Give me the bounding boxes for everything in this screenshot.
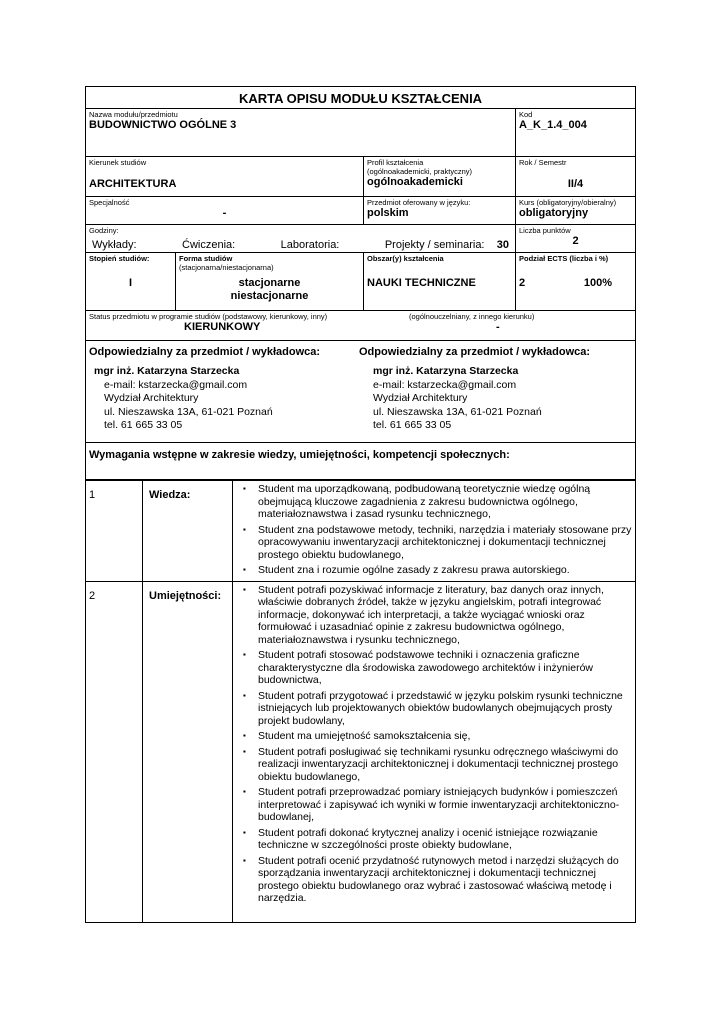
ects-split-label: Podział ECTS (liczba i %) <box>519 254 609 263</box>
status-cell <box>86 311 636 341</box>
form-label: Forma studiów <box>179 254 233 263</box>
requirement-text: Student zna i rozumie ogólne zasady z zakresu prawa autorskiego. <box>258 564 570 576</box>
requirement-item <box>236 746 632 784</box>
course-value: obligatoryjny <box>519 207 589 219</box>
requirement-text: Student potrafi dokonać krytycznej analizy i ocenić istniejące rozwiązanie techniczne w szczególności proste obiekty budowlane, <box>258 826 598 851</box>
requirement-items <box>233 481 636 582</box>
lecturer-dept-left: Wydział Architektury <box>104 392 199 404</box>
lecturer-name-right: mgr inż. Katarzyna Starzecka <box>373 365 519 377</box>
level-cell <box>86 253 176 311</box>
hours-cell <box>86 225 516 253</box>
ects-split-cell <box>516 253 636 311</box>
year-value: II/4 <box>567 178 584 190</box>
card-title: KARTA OPISU MODUŁU KSZTAŁCENIA <box>86 87 636 109</box>
responsible-heading-right: Odpowiedzialny za przedmiot / wykładowca: <box>359 346 591 358</box>
ects-split-percent: 100% <box>583 277 613 289</box>
responsible-cell <box>86 341 636 443</box>
form-sublabel: (stacjonarna/niestacjonarna) <box>179 263 274 272</box>
lecturer-email-right: e-mail: kstarzecka@gmail.com <box>373 378 517 391</box>
area-cell <box>364 253 516 311</box>
ects-split-number: 2 <box>519 277 526 289</box>
field-value: ARCHITEKTURA <box>89 178 177 190</box>
year-label: Rok / Semestr <box>519 158 567 167</box>
language-label: Przedmiot oferowany w języku: <box>367 198 471 207</box>
bullet-icon: ▪ <box>243 731 246 740</box>
ects-cell <box>516 225 636 253</box>
language-value: polskim <box>367 207 409 219</box>
requirement-item <box>236 649 632 687</box>
module-name: BUDOWNICTWO OGÓLNE 3 <box>89 119 237 131</box>
hours-row <box>89 235 512 251</box>
lecturer-address-right: ul. Nieszawska 13A, 61-021 Poznań <box>373 405 542 418</box>
lecturer-phone-right: tel. 61 665 33 05 <box>373 419 452 431</box>
code-label: Kod <box>519 110 533 119</box>
requirement-number: 2 <box>86 581 143 922</box>
profile-label: Profil kształcenia <box>367 158 424 167</box>
profile-cell <box>364 157 516 197</box>
bullet-icon: ▪ <box>243 787 246 796</box>
bullet-icon: ▪ <box>243 690 246 700</box>
requirement-item <box>236 827 632 852</box>
specialty-label: Specjalność <box>89 198 130 207</box>
requirement-item <box>236 730 632 743</box>
ects-value: 2 <box>572 235 579 247</box>
header-table <box>85 86 636 480</box>
status-label: Status przedmiotu w programie studiów (podstawowy, kierunkowy, inny) <box>89 312 328 321</box>
bullet-icon: ▪ <box>243 650 246 659</box>
field-label: Kierunek studiów <box>89 158 147 167</box>
module-label: Nazwa modułu/przedmiotu <box>89 110 178 119</box>
requirement-text: Student potrafi pozyskiwać informacje z literatury, baz danych oraz innych, właściwie dobranych źródeł, także w języku angielskim, potrafi integrować informacje, dokonywać ich interpretacji, a także wyciągać wnioski oraz formułować i uzasadniać opinie z zakresu budownictwa ogólnego, materiałoznawstwa i rysunku technicznego, <box>258 583 604 646</box>
form-cell <box>176 253 364 311</box>
requirement-text: Student potrafi ocenić przydatność rutynowych metod i narzędzi służących do sporządzania inwentaryzacji architektonicznej i dokumentacji technicznej prostego obiektu budowlanego oraz wybrać i zastosować właściwą metodę i narzędzia. <box>258 854 619 904</box>
specialty-cell <box>86 197 364 225</box>
level-label: Stopień studiów: <box>89 254 150 263</box>
status-value: KIERUNKOWY <box>184 321 261 333</box>
requirement-text: Student potrafi przeprowadzać pomiary istniejących budynków i pomieszczeń interpretować i zapisywać ich wyniki w formie inwentaryzacji architektoniczno-budowlanej, <box>258 786 620 823</box>
requirement-item <box>236 483 632 521</box>
requirement-item <box>236 584 632 647</box>
specialty-value: - <box>222 207 227 219</box>
responsible-right <box>359 346 590 433</box>
requirement-text: Student zna podstawowe metody, techniki, narzędzia i materiały stosowane przy opracowywaniu inwentaryzacji architektonicznej i dokumentacji technicznej prostego obiektu budowlanego, <box>258 523 632 561</box>
module-cell <box>86 109 516 157</box>
form-value-1: stacjonarne <box>238 277 301 289</box>
requirement-item <box>236 855 632 905</box>
code-cell <box>516 109 636 157</box>
requirement-text: Student potrafi posługiwać się technikami rysunku odręcznego właściwymi do realizacji inwentaryzacji architektonicznej i dokumentacji technicznej prostego obiektu budowlanego, <box>258 745 619 783</box>
bullet-icon: ▪ <box>243 484 246 493</box>
requirement-text: Student ma umiejętność samokształcenia się, <box>258 730 471 742</box>
requirement-item <box>236 524 632 562</box>
requirement-item <box>236 564 632 577</box>
year-cell <box>516 157 636 197</box>
lecturer-dept-right: Wydział Architektury <box>373 392 468 404</box>
requirement-category: Umiejętności: <box>143 581 233 922</box>
lecturer-name-left: mgr inż. Katarzyna Starzecka <box>94 365 240 377</box>
requirement-text: Student potrafi stosować podstawowe techniki i oznaczenia graficzne charakterystyczne dla środowiska zawodowego architektów i inżynierów budownictwa, <box>258 649 593 686</box>
area-label: Obszar(y) kształcenia <box>367 254 444 263</box>
exercises-label: Ćwiczenia: <box>182 239 236 251</box>
bullet-icon: ▪ <box>243 584 246 594</box>
requirement-item <box>236 690 632 728</box>
requirement-items <box>233 581 636 922</box>
responsible-heading-left: Odpowiedzialny za przedmiot / wykładowca: <box>89 346 321 358</box>
requirement-row <box>86 581 636 922</box>
profile-value: ogólnoakademicki <box>367 176 463 188</box>
requirement-category: Wiedza: <box>143 481 233 582</box>
ects-label: Liczba punktów <box>519 226 571 235</box>
module-card <box>85 86 635 923</box>
requirements-table <box>85 480 636 923</box>
bullet-icon: ▪ <box>243 855 246 865</box>
lectures-label: Wykłady: <box>92 239 137 251</box>
code-value: A_K_1.4_004 <box>519 119 587 131</box>
bullet-icon: ▪ <box>243 524 246 534</box>
lecturer-email-left: e-mail: kstarzecka@gmail.com <box>104 378 248 391</box>
course-cell <box>516 197 636 225</box>
language-cell <box>364 197 516 225</box>
requirements-title: Wymagania wstępne w zakresie wiedzy, umiejętności, kompetencji społecznych: <box>86 443 636 480</box>
requirement-text: Student ma uporządkowaną, podbudowaną teoretycznie wiedzę ogólną obejmującą kluczowe zagadnienia z zakresu budownictwa ogólnego, materiałoznawstwa i zasad rysunku technicznego, <box>258 483 591 520</box>
requirement-text: Student potrafi przygotować i przedstawić w języku polskim rysunki techniczne istniejących lub projektowanych obiektów budowlanych obejmujących prosty projekt budowlany, <box>258 689 623 727</box>
status-label-2: (ogólnouczelniany, z innego kierunku) <box>409 312 535 321</box>
field-cell <box>86 157 364 197</box>
bullet-icon: ▪ <box>243 746 246 756</box>
lecturer-address-left: ul. Nieszawska 13A, 61-021 Poznań <box>104 405 273 418</box>
course-label: Kurs (obligatoryjny/obieralny) <box>519 198 617 207</box>
bullet-icon: ▪ <box>243 827 246 837</box>
lecturer-phone-left: tel. 61 665 33 05 <box>104 419 183 431</box>
projects-label: Projekty / seminaria: 30 <box>384 239 509 251</box>
responsible-left <box>89 346 359 433</box>
requirement-row <box>86 481 636 582</box>
bullet-icon: ▪ <box>243 565 246 574</box>
status-value-2: - <box>496 321 500 333</box>
area-value: NAUKI TECHNICZNE <box>367 277 476 289</box>
projects-value: 30 <box>496 239 509 251</box>
level-value: I <box>128 277 133 289</box>
form-value-2: niestacjonarne <box>230 290 309 302</box>
labs-label: Laboratoria: <box>280 239 340 251</box>
profile-sublabel: (ogólnoakademicki, praktyczny) <box>367 167 473 176</box>
requirement-number: 1 <box>86 481 143 582</box>
hours-label: Godziny: <box>89 226 119 235</box>
requirement-item <box>236 786 632 824</box>
